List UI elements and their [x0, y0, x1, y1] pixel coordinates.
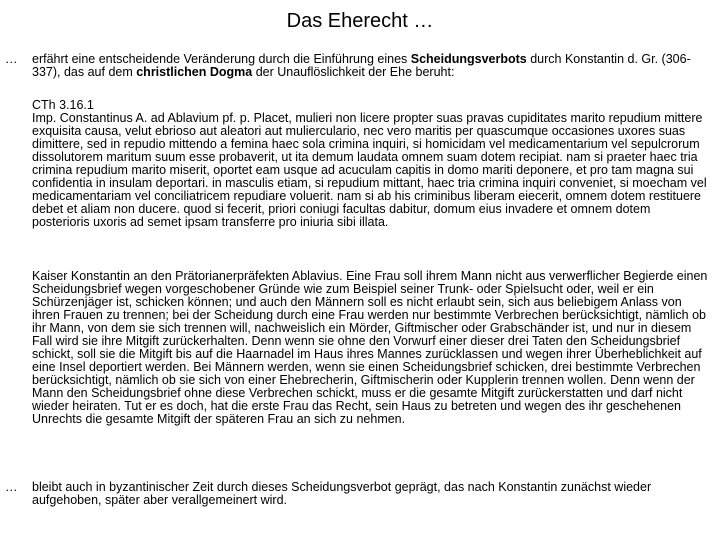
- intro-text-2: durch Konstantin d. Gr. (306-337), das auf dem: [32, 52, 691, 79]
- german-translation-text: Kaiser Konstantin an den Prätorianerpräfekten Ablavius. Eine Frau soll ihrem Mann nicht aus verwerflicher Begierde einen Scheidungsbrief wegen vorgeschobener Gründe wie zum Beispiel seiner Trunk- oder Spielsucht oder, weil er ein Schürzenjäger ist, schicken können; und auch den Männern soll es nicht erlaubt sein, sich aus beliebigem Anlass von ihren Frauen zu trennen; bei der Scheidung durch eine Frau werden nur bestimmte Verbrechen berücksichtigt, nämlich ob ihr Mann, von dem sie sich trennen will, nachweislich ein Mörder, Giftmischer oder Grabschänder ist, und nur in diesem Fall wird sie ihre Mitgift zurückerhalten. Denn wenn sie ohne den Vorwurf einer dieser drei Taten den Scheidungsbrief schickt, soll sie die Mitgift bis auf die Haarnadel im Haus ihres Mannes zurücklassen und wegen ihrer Überheblichkeit auf eine Insel deportiert werden. Bei Männern werden, wenn sie einen Scheidungsbrief schicken, drei bestimmte Verbrechen berücksichtigt, nämlich ob sie sich von einer Ehebrecherin, Giftmischerin oder Kupplerin trennen wollen. Denn wenn der Mann den Scheidungsbrief ohne diese Verbrechen schickt, muss er die gesamte Mitgift zurückerstatten und darf nicht wieder heiraten. Tut er es doch, hat die erste Frau das Recht, sein Haus zu betreten und wegen des ihr geschehenen Unrechts die gesamte Mitgift der späteren Frau an sich zu nehmen.: [32, 269, 708, 426]
- latin-text: Imp. Constantinus A. ad Ablavium pf. p. Placet, mulieri non licere propter suas pravas cupiditates marito repudium mittere exquisita causa, velut ebrioso aut aleatori aut mulierculario, nec vero maritis per quascumque occasiones uxores suas dimittere, sed in repudio mittendo a femina haec sola crimina inquiri, si homicidam vel medicamentarium vel sepulcrorum dissolutorem maritum suum esse probaverit, ut ita demum laudata omnem suam dotem recipiat. nam si praeter haec tria crimina repudium marito miserit, oportet eam usque ad acuculam capitis in domo mariti deponere, et pro tam magna sui confidentia in insulam deportari. in masculis etiam, si repudium mittant, haec tria crimina inquiri conveniet, si moecham vel medicamentariam vel conciliatricem repudiare voluerit. nam si ab his criminibus liberam eiecerit, omnem dotem restituere debet et aliam non ducere. quod si fecerit, priori coniugi facultas dabitur, domum eius invadere et omnem dotem posterioris uxoris ad semet ipsam transferre pro iniuria sibi illata.: [32, 111, 707, 229]
- intro-text-3: der Unauflöslichkeit der Ehe beruht:: [252, 65, 455, 79]
- intro-bold-scheidungsverbot: Scheidungsverbots: [410, 52, 527, 66]
- source-reference: CTh 3.16.1: [32, 98, 94, 112]
- paragraph-intro: [32, 53, 708, 79]
- ellipsis-bullet-2: …: [5, 480, 18, 494]
- conclusion-text: bleibt auch in byzantinischer Zeit durch dieses Scheidungsverbot geprägt, das nach Konstantin zunächst wieder aufgehoben, später aber verallgemeinert wird.: [32, 480, 652, 507]
- intro-bold-dogma: christlichen Dogma: [136, 65, 253, 79]
- intro-text-1: erfährt eine entscheidende Veränderung durch die Einführung eines: [32, 52, 411, 66]
- paragraph-latin-source: [32, 99, 708, 229]
- ellipsis-bullet-1: …: [5, 52, 18, 66]
- slide-title: Das Eherecht …: [286, 10, 434, 32]
- paragraph-german-translation: [32, 270, 708, 426]
- paragraph-conclusion: [32, 481, 708, 507]
